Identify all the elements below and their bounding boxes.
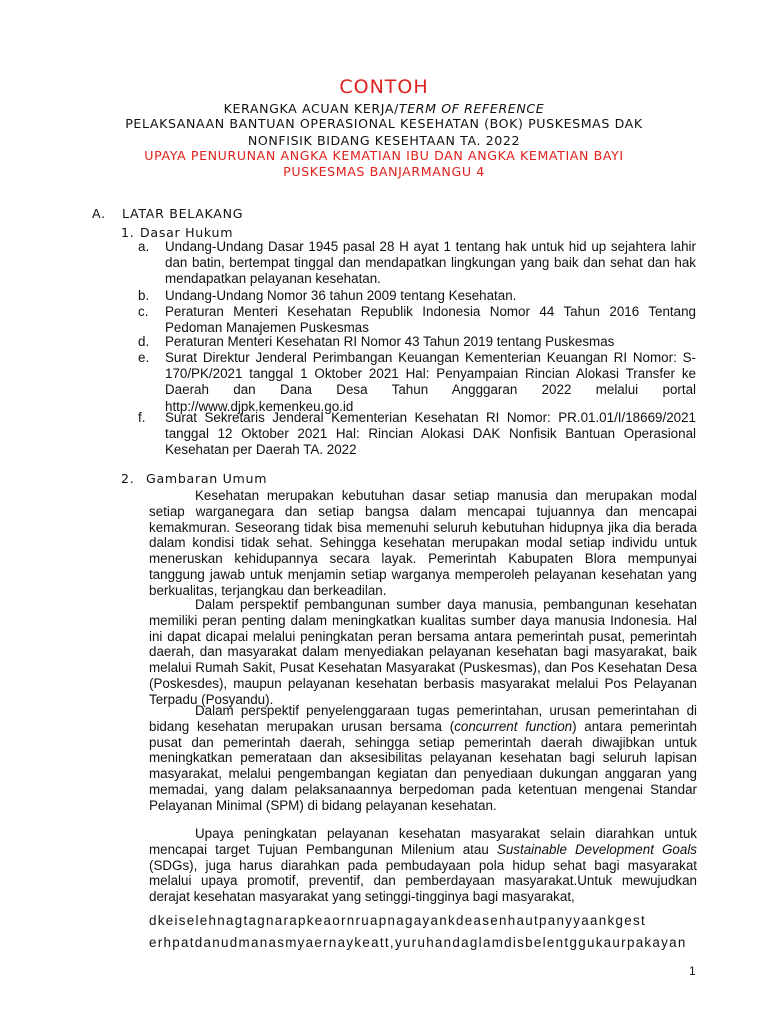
- header-line-3: NONFISIK BIDANG KESEHTAAN TA. 2022: [247, 133, 521, 148]
- header-line-2: PELAKSANAAN BANTUAN OPERASIONAL KESEHATAN (BOK) PUSKESMAS DAK: [125, 116, 643, 131]
- list-marker: b.: [138, 288, 150, 303]
- list-text: Undang-Undang Dasar 1945 pasal 28 H ayat 1 tentang hak untuk hid up sejahtera lahir dan batin, bertempat tinggal dan mendapatkan lingkungan yang baik dan sehat dan hak mendapatkan pelayanan kesehatan.: [165, 239, 696, 287]
- paragraph-text: Dalam perspektif penyelenggaraan tugas pemerintahan, urusan pemerintahan di bidang kesehatan merupakan urusan bersama (: [149, 703, 697, 734]
- paragraph-text: Kesehatan merupakan kebutuhan dasar setiap manusia dan merupakan modal setiap warganegara dan setiap bangsa dalam mencapai tujuannya dan mencapai kemakmuran. Seseorang tidak bisa memenuhi seluruh kebutuhan hidupnya jika dia berada dalam kondisi tidak sehat. Sehingga kesehatan merupakan modal setiap individu untuk meneruskan kehidupannya secara layak. Pemerintah Kabupaten Blora mempunyai tanggung jawab untuk menjamin setiap warganya memperoleh pelayanan kesehatan yang berkualitas, terjangkau dan berkeadilan.: [149, 488, 697, 598]
- gambaran-umum-label: Gambaran Umum: [146, 471, 268, 486]
- garbled-line: erhpatdanudmanasmyaernaykeatt,yuruhandaglamdisbelentggukaurpakayan: [149, 935, 687, 950]
- section-a-label: LATAR BELAKANG: [122, 206, 244, 221]
- paragraph-italic: Sustainable Development Goals: [496, 841, 697, 857]
- gambaran-umum-number: 2.: [121, 471, 135, 486]
- list-marker: c.: [138, 304, 149, 319]
- header-line-5: PUSKESMAS BANJARMANGU 4: [283, 164, 485, 179]
- paragraph-italic: concurrent function: [454, 718, 573, 734]
- list-text: Peraturan Menteri Kesehatan Republik Indonesia Nomor 44 Tahun 2016 Tentang Pedoman Manajemen Puskesmas: [165, 304, 696, 336]
- paragraph: [149, 597, 697, 708]
- document-title: CONTOH: [339, 76, 429, 98]
- header-kak: KERANGKA ACUAN KERJA/: [223, 101, 399, 116]
- list-marker: e.: [138, 350, 150, 365]
- paragraph-text: ) antara pemerintah pusat dan pemerintah daerah, sehingga setiap pemerintah daerah diwajibkan untuk meningkatkan pemerataan dan aksesibilitas pelayanan kesehatan bagi seluruh lapisan masyarakat, melalui pengembangan kegiatan dan penyediaan dukungan anggaran yang memadai, yang dalam pelaksanaannya berpedoman pada ketentuan mengenai Standar Pelayanan Minimal (SPM) di bidang pelayanan kesehatan.: [149, 718, 697, 813]
- list-marker: f.: [138, 410, 146, 425]
- paragraph: [149, 826, 697, 905]
- header-tor: TERM OF REFERENCE: [398, 101, 545, 116]
- list-marker: a.: [138, 239, 150, 254]
- list-text: Surat Direktur Jenderal Perimbangan Keuangan Kementerian Keuangan RI Nomor: S-170/PK/2021 tanggal 1 Oktober 2021 Hal: Penyampaian Rincian Alokasi Transfer ke Daerah dan Dana Desa Tahun Angggaran 2022 melalui portal http://www.djpk.kemenkeu.go.id: [165, 350, 696, 414]
- dasar-hukum-number: 1.: [121, 225, 135, 240]
- paragraph: [149, 703, 697, 814]
- paragraph-text: Upaya peningkatan pelayanan kesehatan masyarakat selain diarahkan untuk mencapai target Tujuan Pembangunan Milenium atau: [149, 826, 697, 857]
- list-text: Undang-Undang Nomor 36 tahun 2009 tentang Kesehatan.: [165, 288, 517, 303]
- list-text: Peraturan Menteri Kesehatan RI Nomor 43 Tahun 2019 tentang Puskesmas: [165, 334, 615, 349]
- paragraph-text: Dalam perspektif pembangunan sumber daya manusia, pembangunan kesehatan memiliki peran penting dalam meningkatkan kualitas sumber daya manusia Indonesia. Hal ini dapat dicapai melalui peningkatan peran bersama antara pemerintah pusat, pemerintah daerah, dan masyarakat dalam menyediakan pelayanan kesehatan bagi masyarakat, baik melalui Rumah Sakit, Pusat Kesehatan Masyarakat (Puskesmas), dan Pos Kesehatan Desa (Poskesdes), maupun pelayanan kesehatan berbasis masyarakat melalui Pos Pelayanan Terpadu (Posyandu).: [149, 597, 697, 707]
- dasar-hukum-label: Dasar Hukum: [140, 225, 234, 240]
- header-line-4: UPAYA PENURUNAN ANGKA KEMATIAN IBU DAN ANGKA KEMATIAN BAYI: [144, 148, 624, 163]
- garbled-line: dkeiselehnagtagnarapkeaornruapnagayankdeasenhautpanyyaankgest: [149, 913, 646, 928]
- list-marker: d.: [138, 334, 150, 349]
- paragraph-text: (SDGs), juga harus diarahkan pada pembudayaan pola hidup sehat bagi masyarakat melalui upaya promotif, preventif, dan pemberdayaan masyarakat.Untuk mewujudkan derajat kesehatan masyarakat yang setinggi-tingginya bagi masyarakat,: [149, 857, 697, 905]
- section-a-number: A.: [92, 206, 106, 221]
- list-text: Surat Sekretaris Jenderal Kementerian Kesehatan RI Nomor: PR.01.01/I/18669/2021 tanggal 12 Oktober 2021 Hal: Rincian Alokasi DAK Nonfisik Bantuan Operasional Kesehatan per Daerah TA. 2022: [165, 410, 696, 458]
- paragraph: [149, 488, 697, 599]
- page-number: 1: [689, 964, 696, 978]
